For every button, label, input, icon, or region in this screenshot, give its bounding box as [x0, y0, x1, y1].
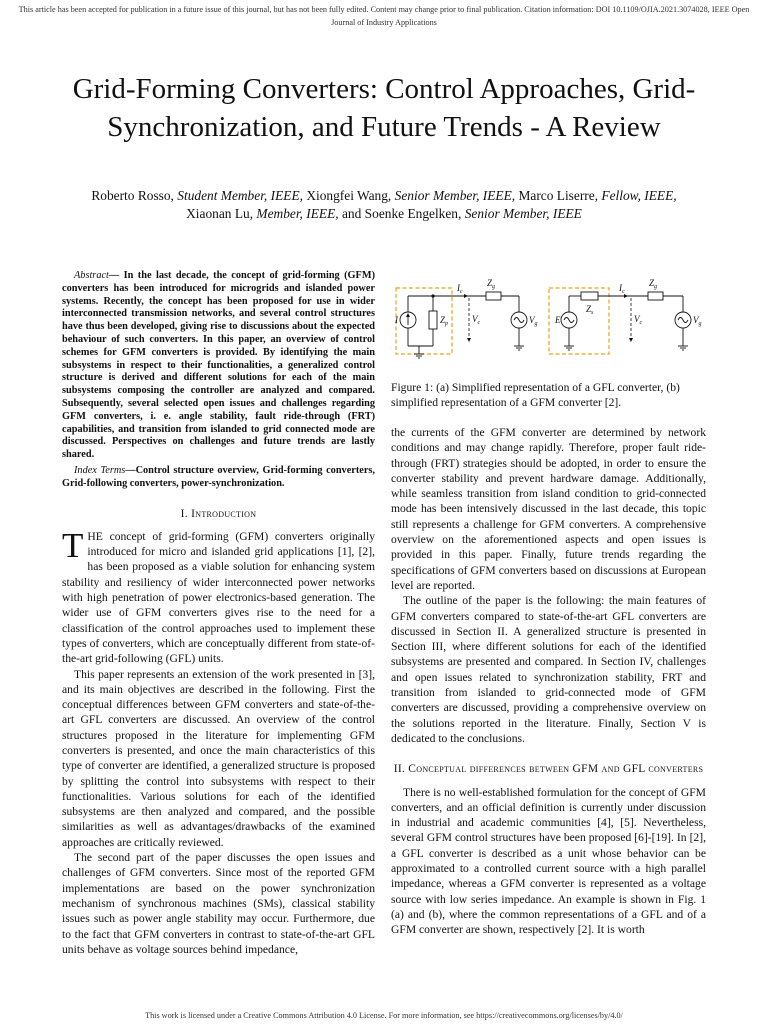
author-2: Xiongfei Wang, [306, 188, 392, 203]
index-terms-text: —Control structure overview, Grid-forming converters, Grid-following converters, power-synchronization. [62, 464, 376, 489]
section-heading-conceptual: II. Conceptual differences between GFM and GFL converters [393, 763, 704, 776]
author-5: Soenke Engelken, [364, 206, 462, 221]
svg-text:Vc [634, 314, 643, 326]
svg-text:Zs [586, 304, 594, 316]
impedance-zs [581, 292, 598, 300]
drop-cap: T [62, 525, 84, 565]
right-paragraph-3: There is no well-established formulation for the concept of GFM converters, and an official definition is currently under discussion in industrial and academic communities [4], [5]. Nevertheless, several GFM control structures have been proposed [6]-[19]. In [2], a GFL converter is described as a unit whose behavior can be approximated to a controlled current source with a high parallel impedance, whereas a GFM converter is represented as a voltage source with low series impedance. An example is shown in Fig. 1 (a) and (b), where the common representations of a GFL and of a GFM converter are shown, respectively [2]. It is worth [391, 785, 706, 937]
label-Ic-b-sub: c [622, 289, 625, 295]
label-Zg-a-sub: g [492, 284, 496, 290]
svg-text:Vg [693, 315, 702, 327]
paper-title: Grid-Forming Converters: Control Approaches, Grid-Synchronization, and Future Trends - A Review [72, 73, 696, 143]
label-Vg-b: V [693, 315, 699, 325]
author-2-role: Senior Member, IEEE, [394, 188, 516, 203]
figure-1 [391, 264, 706, 372]
label-Vc-a-sub: c [477, 320, 481, 326]
svg-text:Zg [649, 278, 657, 290]
journal-header-note [0, 3, 768, 29]
label-Zs-sub: s [591, 310, 594, 316]
label-Ic-a-sub: c [460, 289, 463, 295]
abstract-label: Abstract [74, 270, 109, 281]
label-Zg-b-sub: g [654, 284, 658, 290]
label-Vc-b-sub: c [639, 320, 643, 326]
impedance-zp [429, 311, 437, 329]
label-I: I [395, 315, 398, 325]
label-Vg-a-sub: g [534, 321, 538, 327]
abstract-text: — In the last decade, the concept of grid-forming (GFM) converters has been introduced for microgrids and islanded power systems. Recently, the concept has been proposed for use in wider interconnected transmission networks, and several control structures have thus been developed, giving rise to discussions about the expected behaviour of such converters. In this paper, an overview of control schemes for GFM converters is provided. By identifying the main subsystems in respect to their functionalities, a generalized control structure is derived and different solutions for each of the main subsystems composing the controller are analyzed and compared. Subsequently, several selected open issues and challenges regarding GFM converters, i. e. angle stability, fault ride-through (FRT) capabilities, and transition from islanded to grid connected mode are discussed. Perspectives on challenges and future trends are lastly shared. [62, 270, 375, 461]
label-Zp: Z [440, 315, 446, 325]
license-footer: This work is licensed under a Creative Commons Attribution 4.0 License. For more information, see https://creativecommons.org/licenses/by/4.0/ [145, 1011, 623, 1020]
label-Vc-b: V [634, 314, 640, 324]
label-Zg-b: Z [649, 278, 655, 288]
author-conjunction: and [341, 206, 362, 221]
label-Vc-a: V [472, 314, 478, 324]
svg-text:Ic [456, 283, 463, 295]
label-Vg-a: V [529, 315, 535, 325]
author-4-role: Member, IEEE, [256, 206, 339, 221]
right-column [391, 264, 706, 938]
author-3-role: Fellow, IEEE, [601, 188, 677, 203]
index-terms [62, 465, 375, 491]
label-Ic-a: I [457, 283, 460, 293]
label-E: E [555, 315, 561, 325]
right-paragraph-1: the currents of the GFM converter are determined by network conditions and may change rapidly. Therefore, proper fault ride-through (FRT) strategies should be adopted, in order to ensure the converter stability and prevent hardware damage. Additionally, while seamless transition from island condition to grid-connected mode has been intensively discussed in the last decade, this topic still represents a challenge for GFM converters. A comprehensive overview on the aforementioned aspects and open issues is provided in this paper. Finally, future trends regarding the specifications of GFM converters based on discussions at European level are reported. [391, 426, 706, 592]
author-list [40, 187, 728, 223]
figure-1-caption: Figure 1: (a) Simplified representation of a GFL converter, (b) simplified representation of a GFM converter [2]. [391, 381, 680, 409]
circuit-diagram [391, 264, 706, 372]
label-Ic-b: I [619, 283, 622, 293]
svg-text:Vc [472, 314, 481, 326]
header-line-1: This article has been accepted for publication in a future issue of this journal, but has not been fully edited. Content may change prior to final publication. Citation information: DOI 10.1109/OJIA.2021.3074028, IEEE Open [18, 5, 750, 14]
abstract [62, 270, 375, 462]
svg-text:Zp [440, 315, 448, 327]
svg-text:Zg [487, 278, 495, 290]
author-5-role: Senior Member, IEEE [464, 206, 582, 221]
left-column [62, 270, 375, 957]
label-Vg-b-sub: g [698, 321, 702, 327]
impedance-zg-b [648, 292, 663, 300]
label-Zp-sub: p [445, 321, 449, 327]
svg-text:Vg [529, 315, 538, 327]
intro-paragraph-2: This paper represents an extension of the work presented in [3], and its main objectives are described in the following. First the conceptual differences between GFM converters and state-of-the-art GFL converters are discussed. An overview of the control structures proposed in the literature for implementing GFM converters is presented, and once the main characteristics of this type of converter are identified, a generalized structure is proposed by splitting the control into subsystems with respect to their functionalities. Various solutions for each of the identified subsystems are then analyzed and compared, and the possible similarities as well as advantages/drawbacks of the examined approaches are critically reviewed. [62, 667, 375, 849]
author-3: Marco Liserre, [518, 188, 599, 203]
svg-text:Ic [618, 283, 625, 295]
index-terms-label: Index Terms [74, 464, 126, 476]
impedance-zg-a [486, 292, 501, 300]
author-1: Roberto Rosso, [91, 188, 174, 203]
author-1-role: Student Member, IEEE, [177, 188, 303, 203]
intro-paragraph-1-text: HE concept of grid-forming (GFM) converters originally introduced for micro and islanded grid applications [1], [2], has been proposed as a viable solution for enhancing system stability and resiliency of wider interconnected power networks with high penetration of power electronics-based generation. The wider use of GFM converters gives rise to the need for a classification of the control approaches used to implement these types of converters, which are conceptually different from state-of-the-art grid-following (GFL) units. [62, 529, 375, 666]
label-Zs: Z [586, 304, 592, 314]
right-paragraph-2: The outline of the paper is the following: the main features of GFM converters compared to state-of-the-art GFL converters are discussed in Section II. A generalized structure is presented in Section III, where different solutions for each of the identified subsystems are presented and compared. In Section IV, challenges and open issues related to synchronization stability, FRT and transition from islanded to grid-connected mode of GFM converters are discussed, providing a comprehensive overview on the solutions reported in the literature. Finally, Section V is dedicated to the conclusions. [391, 594, 706, 745]
intro-paragraph-3: The second part of the paper discusses the open issues and challenges of GFM converters. Since most of the reported GFM implementations are based on the power synchronization mechanism of synchronous machines (SMs), classical stability issues such as power angle stability may occur. Furthermore, due to the fact that GFM converters in contrast to state-of-the-art GFL units behave as voltage sources behind impedance, [62, 851, 375, 956]
header-line-2: Journal of Industry Applications [331, 18, 437, 27]
section-heading-introduction: I. Introduction [180, 507, 257, 520]
intro-paragraph-1 [62, 525, 375, 667]
author-4: Xiaonan Lu, [186, 206, 254, 221]
label-Zg-a: Z [487, 278, 493, 288]
